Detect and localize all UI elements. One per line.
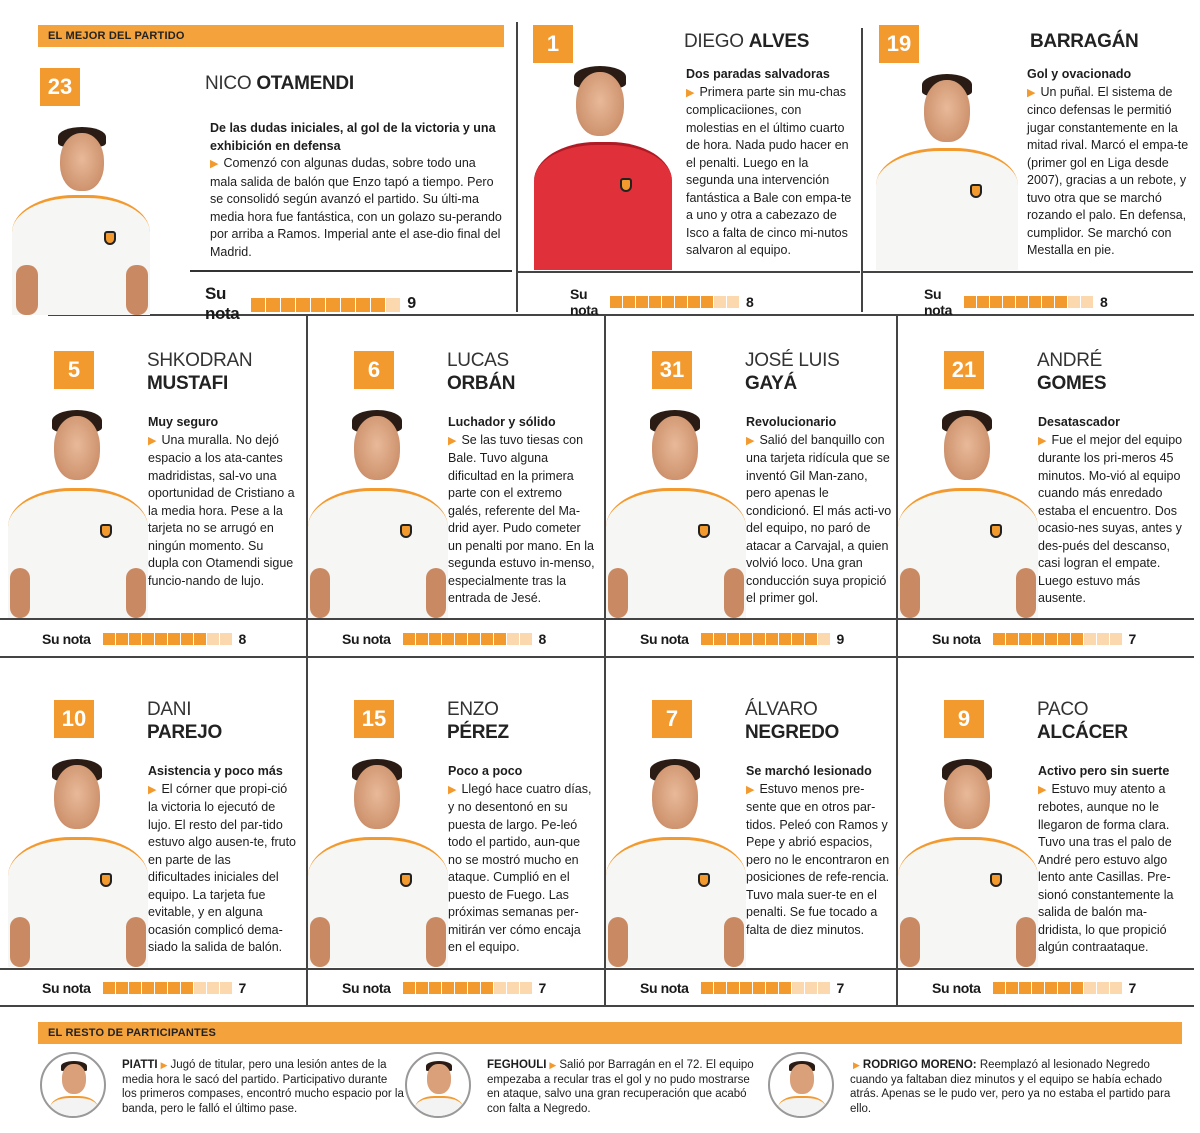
rating-label: Su nota — [42, 631, 91, 647]
rating-bar — [403, 633, 533, 645]
player-review — [210, 120, 502, 261]
rating-label: Su nota — [640, 980, 689, 996]
shirt-number: 15 — [354, 700, 394, 738]
rating-label: Su nota — [924, 286, 952, 318]
rating-segment — [977, 296, 989, 308]
section-header-best — [38, 25, 504, 47]
player-first-name: SHKODRAN — [147, 350, 253, 371]
rating-segment — [129, 982, 141, 994]
participant-name: PIATTI — [122, 1059, 158, 1071]
player-last-name: PAREJO — [147, 722, 222, 743]
player-first-name: LUCAS — [447, 350, 509, 371]
shirt-number: 31 — [652, 351, 692, 389]
triangle-right-icon: ▶ — [148, 783, 157, 796]
divider — [518, 271, 860, 273]
rating-value: 9 — [407, 295, 417, 312]
rating-bar — [993, 982, 1123, 994]
rating — [640, 980, 844, 996]
rating-segment — [1110, 633, 1122, 645]
rating-segment — [779, 633, 791, 645]
rating-bar — [103, 633, 233, 645]
rating-segment — [455, 633, 467, 645]
triangle-right-icon: ▶ — [148, 434, 157, 447]
rating-value: 8 — [538, 631, 547, 647]
rating-segment — [168, 633, 180, 645]
rating — [640, 631, 844, 647]
review-body: Un puñal. El sistema de cinco defensas le permitió jugar constantemente en la mitad rival. Marcó el empa-te (primer gol en Liga desde 2007), gracias a un rebote, y tuvo otra que se marchó rozando el palo. En defensa, cumplidor. Se marchó con Mestalla en pie. — [1027, 84, 1189, 257]
player-review — [448, 414, 596, 608]
player-review — [686, 66, 852, 260]
shirt-number: 23 — [40, 68, 80, 106]
avatar — [405, 1052, 471, 1118]
avatar — [40, 1052, 106, 1118]
rating-segment — [494, 982, 506, 994]
rating-segment — [753, 633, 765, 645]
rating-segment — [181, 633, 193, 645]
player-photo — [872, 72, 1022, 270]
player-last-name: GOMES — [1037, 373, 1107, 394]
player-last-name: MUSTAFI — [147, 373, 228, 394]
rating-segment — [1019, 633, 1031, 645]
rating-segment — [1058, 633, 1070, 645]
rating-segment — [636, 296, 648, 308]
divider — [861, 28, 863, 312]
rating — [570, 286, 754, 318]
player-last-name: OTAMENDI — [256, 73, 354, 94]
participant-name: RODRIGO MORENO: — [862, 1059, 977, 1071]
participant-name: FEGHOULI — [487, 1059, 547, 1071]
rating-value: 8 — [1099, 294, 1108, 310]
player-last-name: ALCÁCER — [1037, 722, 1128, 743]
rating-segment — [766, 982, 778, 994]
rating-bar — [964, 296, 1094, 308]
shirt-number: 5 — [54, 351, 94, 389]
player-photo — [894, 408, 1040, 618]
rating-segment — [1019, 982, 1031, 994]
rating-segment — [326, 298, 340, 312]
rating — [932, 980, 1136, 996]
rating-segment — [266, 298, 280, 312]
rating-segment — [416, 633, 428, 645]
rating-segment — [662, 296, 674, 308]
review-body: El córner que propi-ció la victoria lo ejecutó de lujo. El resto del par-tido estuvo algo ausen-te, fruto en parte de las dificultades iniciales del equipo. La tarjeta fue evitable, y en alguna ocasión complicó dema-siado la salida de balón. — [148, 781, 297, 954]
rating-segment — [740, 982, 752, 994]
rating-segment — [993, 633, 1005, 645]
player-review — [148, 763, 296, 957]
rest-participants — [40, 1048, 1180, 1128]
rating-segment — [142, 633, 154, 645]
rating — [205, 284, 416, 324]
rating-segment — [403, 982, 415, 994]
player-name — [147, 698, 222, 744]
rating-segment — [688, 296, 700, 308]
rating-segment — [481, 633, 493, 645]
rating-segment — [1003, 296, 1015, 308]
rating-segment — [792, 982, 804, 994]
divider — [0, 968, 1194, 970]
rating-segment — [494, 633, 506, 645]
rating-segment — [520, 982, 532, 994]
rating-segment — [103, 633, 115, 645]
player-last-name: GAYÁ — [745, 373, 797, 394]
rating-segment — [103, 982, 115, 994]
rating-bar — [701, 633, 831, 645]
review-headline: Asistencia y poco más — [148, 764, 283, 778]
player-photo — [304, 757, 450, 967]
triangle-right-icon: ▶ — [210, 158, 219, 170]
player-last-name: ALVES — [748, 31, 810, 52]
rating-segment — [714, 296, 726, 308]
rating-segment — [442, 982, 454, 994]
player-first-name: ANDRÉ — [1037, 350, 1103, 371]
rating-segment — [468, 982, 480, 994]
player-first-name: ÁLVARO — [745, 699, 818, 720]
rating-label: Su nota — [342, 631, 391, 647]
rating-segment — [311, 298, 325, 312]
rating-value: 7 — [836, 980, 845, 996]
rating-segment — [649, 296, 661, 308]
rating-segment — [727, 982, 739, 994]
shirt-number: 19 — [879, 25, 919, 63]
shirt-number: 7 — [652, 700, 692, 738]
rating-segment — [792, 633, 804, 645]
player-name — [684, 30, 809, 53]
review-headline: Desatascador — [1038, 415, 1120, 429]
rating-bar — [251, 298, 401, 310]
rating-segment — [1084, 982, 1096, 994]
rating-segment — [1006, 633, 1018, 645]
review-headline: Luchador y sólido — [448, 415, 556, 429]
rating-value: 7 — [1128, 980, 1137, 996]
triangle-right-icon: ▶ — [686, 86, 695, 99]
rating-segment — [386, 298, 400, 312]
rating-segment — [429, 633, 441, 645]
avatar — [768, 1052, 834, 1118]
rating-segment — [1097, 982, 1109, 994]
player-review — [1038, 414, 1186, 608]
player-first-name: DIEGO — [684, 31, 744, 52]
rating-segment — [520, 633, 532, 645]
rating-segment — [753, 982, 765, 994]
rating-segment — [129, 633, 141, 645]
review-headline: De las dudas iniciales, al gol de la victoria y una exhibición en defensa — [210, 121, 496, 153]
review-headline: Gol y ovacionado — [1027, 67, 1132, 81]
player-last-name: NEGREDO — [745, 722, 839, 743]
rating-segment — [207, 633, 219, 645]
rating-segment — [341, 298, 355, 312]
player-first-name: ENZO — [447, 699, 499, 720]
participant-comment: Jugó de titular, pero una lesión antes de la media hora le sacó del partido. Participativo durante los primeros compases, encontró mucho espacio por la banda, pero le falló el último pase. — [122, 1059, 404, 1115]
rating-segment — [442, 633, 454, 645]
triangle-right-icon: ▶ — [746, 783, 755, 796]
rating-label: Su nota — [570, 286, 598, 318]
rating-segment — [623, 296, 635, 308]
section-title: EL MEJOR DEL PARTIDO — [48, 30, 185, 42]
triangle-right-icon: ▶ — [1038, 434, 1047, 447]
rating-segment — [416, 982, 428, 994]
rating-segment — [468, 633, 480, 645]
rating-segment — [675, 296, 687, 308]
player-name — [1037, 349, 1106, 395]
player-photo — [4, 757, 150, 967]
review-headline: Dos paradas salvadoras — [686, 67, 830, 81]
rating-segment — [1084, 633, 1096, 645]
rating-label: Su nota — [205, 284, 240, 323]
player-name — [447, 349, 515, 395]
rating-segment — [371, 298, 385, 312]
player-photo — [602, 757, 748, 967]
rating-segment — [194, 633, 206, 645]
divider — [190, 270, 512, 272]
player-name — [1037, 698, 1128, 744]
review-body: Llegó hace cuatro días, y no desentonó en su puesta de largo. Pe-leó todo el partido, aun-que no se mostró mucho en ataque. Cumplió en el puesto de Fuego. Las próximas semanas per-mitirán ver cómo encaja en el equipo. — [448, 781, 592, 954]
divider — [0, 618, 1194, 620]
rating — [342, 631, 546, 647]
rating-segment — [727, 296, 739, 308]
player-review — [746, 763, 894, 939]
shirt-number: 9 — [944, 700, 984, 738]
rating-bar — [993, 633, 1123, 645]
rating-segment — [1045, 633, 1057, 645]
rating-segment — [714, 982, 726, 994]
player-last-name: BARRAGÁN — [1030, 31, 1139, 52]
divider — [516, 22, 518, 312]
rating-segment — [779, 982, 791, 994]
triangle-right-icon: ▶ — [1038, 783, 1047, 796]
rating-value: 7 — [538, 980, 547, 996]
rating-segment — [403, 633, 415, 645]
rating-segment — [296, 298, 310, 312]
rating-segment — [455, 982, 467, 994]
rating-segment — [1016, 296, 1028, 308]
rating-segment — [805, 982, 817, 994]
rating-segment — [1097, 633, 1109, 645]
player-review — [1027, 66, 1191, 260]
review-body: Salió del banquillo con una tarjeta ridícula que se inventó Gil Man-zano, pero apenas le condicionó. El más acti-vo del equipo, no paró de atacar a Carvajal, a quien volvió loco. Una gran conducción suya propició el primer gol. — [746, 432, 892, 605]
rating-value: 7 — [238, 980, 247, 996]
rest-participant — [40, 1048, 406, 1128]
rating-segment — [714, 633, 726, 645]
player-name — [1025, 30, 1138, 53]
review-body: Comenzó con algunas dudas, sobre todo una mala salida de balón que Enzo tapó a tiempo. Pero se consolidó según avanzó el partido. Su últi-ma media hora fue fantástica, con un golazo su-perando por arriba a Ramos. Imperial ante el ase-dio final del Madrid. — [210, 156, 502, 259]
rating — [924, 286, 1108, 318]
player-last-name: PÉREZ — [447, 722, 509, 743]
triangle-right-icon: ▶ — [853, 1060, 860, 1070]
rating-segment — [507, 982, 519, 994]
rating-segment — [251, 298, 265, 312]
player-review — [148, 414, 296, 590]
rating-segment — [220, 633, 232, 645]
review-body: Primera parte sin mu-chas complicaciiones, con molestias en el último cuarto de hora. Nada pudo hacer en el penalti. Luego en la segunda una intervención fantástica a Bale con empa-te a uno y otra a cabezazo de Isco a falta de cinco mi-nutos salvaron al equipo. — [686, 84, 852, 257]
rating-segment — [194, 982, 206, 994]
rating-segment — [993, 982, 1005, 994]
participant-comment: Reemplazó al lesionado Negredo cuando ya faltaban diez minutos y el equipo se había echado atrás. Apenas se le pudo ver, pero ya no estaba el partido para ello. — [850, 1059, 1171, 1115]
player-first-name: DANI — [147, 699, 192, 720]
player-first-name: NICO — [205, 73, 252, 94]
rating-value: 8 — [238, 631, 247, 647]
review-body: Se las tuvo tiesas con Bale. Tuvo alguna dificultad en la primera parte con el extremo galés, referente del Ma-drid ayer. Pudo cometer un penalti por mano. En la segunda estuvo in-menso, especialmente tras la entrada de Jesé. — [448, 432, 595, 605]
rating — [42, 631, 246, 647]
rating-segment — [181, 982, 193, 994]
player-last-name: ORBÁN — [447, 373, 516, 394]
rating-segment — [1032, 633, 1044, 645]
rating-segment — [1071, 633, 1083, 645]
rating-segment — [142, 982, 154, 994]
rating-segment — [429, 982, 441, 994]
review-headline: Revolucionario — [746, 415, 837, 429]
player-photo — [304, 408, 450, 618]
review-body: Una muralla. No dejó espacio a los ata-cantes madridistas, sal-vo una oportunidad de Cristiano a la media hora. Pese a la tarjeta no se arrugó en ningún momento. Su dupla con Otamendi sigue funcio-nando de lujo. — [148, 432, 295, 588]
rating-label: Su nota — [42, 980, 91, 996]
review-body: Estuvo muy atento a rebotes, aunque no le llegaron de forma clara. Tuvo una tras el palo de André pero estuvo algo lento ante Casillas. Pre-sionó constantemente la salida de balón ma-dridista, lo que propició algún contraataque. — [1038, 781, 1174, 954]
rating-segment — [207, 982, 219, 994]
player-review — [448, 763, 596, 957]
rest-participant-text — [487, 1058, 763, 1116]
rating-segment — [805, 633, 817, 645]
rating-segment — [990, 296, 1002, 308]
review-headline: Activo pero sin suerte — [1038, 764, 1170, 778]
rating-segment — [766, 633, 778, 645]
shirt-number: 10 — [54, 700, 94, 738]
rating-value: 8 — [745, 294, 754, 310]
rating — [932, 631, 1136, 647]
triangle-right-icon: ▶ — [1027, 86, 1036, 99]
section-title: EL RESTO DE PARTICIPANTES — [48, 1027, 216, 1039]
review-body: Estuvo menos pre-sente que en otros par-tidos. Peleó con Ramos y Pepe y abrió espacios, pero no le encontraron en posiciones de refe-rencia. Tuvo mala suer-te en el penalti. Se fue tocado a falta de diez minutos. — [746, 781, 890, 937]
review-body: Fue el mejor del equipo durante los pri-meros 45 minutos. Mo-vió al equipo cuando más enredado estaba el encuentro. Dos ocasio-nes suyas, antes y des-pués del descanso, casi logran el empate. Luego estuvo más ausente. — [1038, 432, 1183, 605]
rating-segment — [116, 982, 128, 994]
shirt-number: 6 — [354, 351, 394, 389]
rating-segment — [701, 296, 713, 308]
rest-participant — [768, 1048, 1180, 1128]
rating-segment — [1032, 982, 1044, 994]
rating-value: 7 — [1128, 631, 1137, 647]
rating-label: Su nota — [640, 631, 689, 647]
divider — [0, 656, 1194, 658]
player-photo — [894, 757, 1040, 967]
player-review — [746, 414, 894, 608]
rating-segment — [356, 298, 370, 312]
triangle-right-icon: ▶ — [746, 434, 755, 447]
rating-segment — [155, 982, 167, 994]
rating-segment — [818, 982, 830, 994]
rating-segment — [701, 982, 713, 994]
rating-segment — [610, 296, 622, 308]
rating-segment — [1068, 296, 1080, 308]
rating-bar — [403, 982, 533, 994]
rating-segment — [701, 633, 713, 645]
rating-bar — [701, 982, 831, 994]
rating-segment — [1055, 296, 1067, 308]
player-photo — [8, 125, 153, 315]
rating-segment — [1058, 982, 1070, 994]
rating-bar — [103, 982, 233, 994]
rating-segment — [1045, 982, 1057, 994]
rating — [42, 980, 246, 996]
rating-segment — [281, 298, 295, 312]
player-name — [447, 698, 509, 744]
player-first-name: PACO — [1037, 699, 1089, 720]
review-headline: Muy seguro — [148, 415, 219, 429]
player-photo — [526, 62, 676, 270]
rating-segment — [1110, 982, 1122, 994]
rating-segment — [507, 633, 519, 645]
rating-value: 9 — [836, 631, 845, 647]
rating-segment — [1006, 982, 1018, 994]
player-name — [147, 349, 252, 395]
rest-participant — [405, 1048, 775, 1128]
divider — [0, 1005, 1194, 1007]
triangle-right-icon: ▶ — [160, 1060, 168, 1070]
rating-segment — [964, 296, 976, 308]
rating-segment — [1071, 982, 1083, 994]
rating-label: Su nota — [932, 980, 981, 996]
rating-bar — [610, 296, 740, 308]
rest-participant-text — [850, 1058, 1176, 1116]
rating-segment — [818, 633, 830, 645]
section-header-rest — [38, 1022, 1182, 1044]
triangle-right-icon: ▶ — [448, 434, 457, 447]
review-headline: Poco a poco — [448, 764, 523, 778]
rating-segment — [155, 633, 167, 645]
rating-segment — [481, 982, 493, 994]
triangle-right-icon: ▶ — [448, 783, 457, 796]
shirt-number: 1 — [533, 25, 573, 63]
rating-label: Su nota — [932, 631, 981, 647]
rating-segment — [168, 982, 180, 994]
player-photo — [602, 408, 748, 618]
shirt-number: 21 — [944, 351, 984, 389]
rating-segment — [727, 633, 739, 645]
player-name — [745, 698, 839, 744]
rating-segment — [220, 982, 232, 994]
rating-segment — [740, 633, 752, 645]
player-name — [745, 349, 839, 395]
participant-comment: Salió por Barragán en el 72. El equipo empezaba a recular tras el gol y no pudo mostrarse en ataque, salvo una gran recuperación que acabó con falta a Negredo. — [487, 1059, 754, 1115]
rating-segment — [1042, 296, 1054, 308]
player-review — [1038, 763, 1186, 957]
rating-segment — [1029, 296, 1041, 308]
rating-label: Su nota — [342, 980, 391, 996]
divider — [863, 271, 1193, 273]
rating-segment — [116, 633, 128, 645]
player-photo — [4, 408, 150, 618]
triangle-right-icon: ▶ — [549, 1060, 557, 1070]
player-first-name: JOSÉ LUIS — [745, 350, 840, 371]
rating — [342, 980, 546, 996]
rating-segment — [1081, 296, 1093, 308]
player-name — [205, 72, 354, 95]
rest-participant-text — [122, 1058, 404, 1116]
review-headline: Se marchó lesionado — [746, 764, 872, 778]
